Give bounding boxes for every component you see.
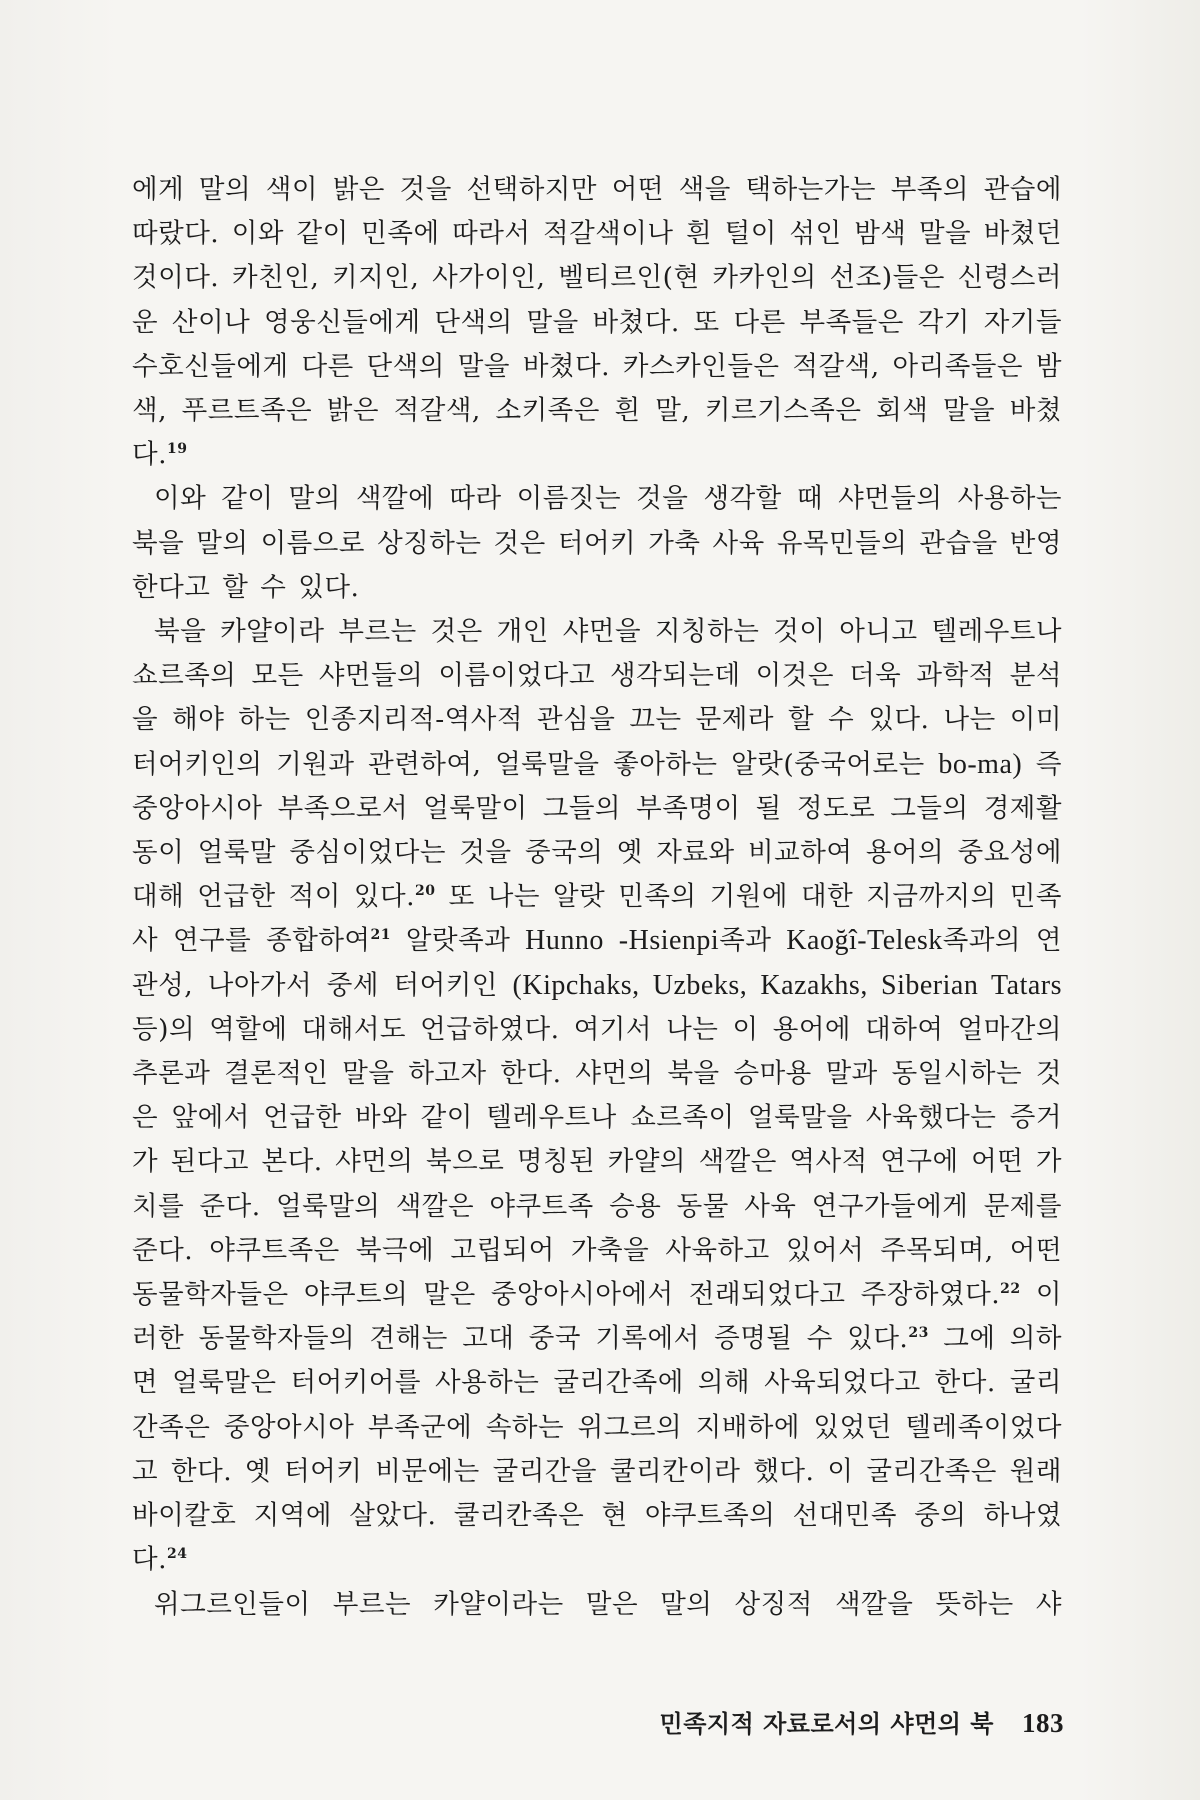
footnote-ref: 21: [370, 927, 392, 944]
latin-term: -Hsienpi: [618, 925, 720, 957]
footnote-ref: 23: [908, 1325, 929, 1342]
latin-term: bo-ma): [938, 748, 1023, 780]
paragraph-text: 등)의 역할에 대해서도 언급하였다. 여기서 나는 이 용어에 대하여 얼마간의 추론과 결론적인 말을 하고자 한다. 샤먼의 북을 승마용 말과 동일시하는 것은 앞에서 언급한 바와 같이 텔레우트나 쇼르족이 얼룩말을 사육했다는 증거가 된다고 본다. 샤먼의 북으로 명칭된 카얄의 색깔은 역사적 연구에 어떤 가치를 준다. 얼룩말의 색깔은 야쿠트족 승용 동물 사육 연구가들에게 문제를 준다. 야쿠트족은 북극에 고립되어 가축을 사육하고 있어서 주목되며, 어떤 동물학자들은 야쿠트의 말은 중앙아시아에서 전래되었다고 주장하였다.: [132, 1013, 1062, 1311]
paragraph-text: 북을 카얄이라 부르는 것은 개인 샤먼을 지칭하는 것이 아니고 텔레우트나 쇼르족의 모든 샤먼들의 이름이었다고 생각되는데 이것은 더욱 과학적 분석을 해야 하는 인종지리적-역사적 관심을 끄는 문제라 할 수 있다. 나는 이미 터어키인의 기원과 관련하여, 얼룩말을 좋아하는 알랏(중국어로는: [132, 616, 1062, 780]
footnote-ref: 19: [167, 441, 188, 458]
page-number: 183: [1022, 1708, 1064, 1738]
page-footer: [660, 1704, 1064, 1739]
paragraph-4: [132, 1583, 1062, 1627]
latin-term: Hunno: [525, 925, 604, 957]
latin-term: (Kipchaks, Uzbeks, Kazakhs, Siberian Tatars: [512, 969, 1062, 1001]
paragraph-text: 위그르인들이 부르는 카얄이라는 말은 말의 상징적 색깔을 뜻하는 샤: [154, 1588, 1062, 1620]
footnote-ref: 20: [415, 883, 436, 900]
latin-term: Kaoğî-Telesk: [786, 925, 943, 957]
paragraph-2: [132, 477, 1062, 610]
running-title: 민족지적 자료로서의 샤먼의 북: [659, 1709, 994, 1738]
footnote-ref: 22: [1000, 1281, 1021, 1298]
paragraph-text: 즉 중앙아시아 부족으로서 얼룩말이 그들의 부족명이 될 정도로 그들의 경제활동이 얼룩말 중심이었다는 것을 중국의 옛 자료와 비교하여 용어의 중요성에 대해 언급한 적이 있다.: [132, 748, 1062, 913]
paragraph-text: 이와 같이 말의 색깔에 따라 이름짓는 것을 생각할 때 샤먼들의 사용하는 북을 말의 이름으로 상징하는 것은 터어키 가축 사육 유목민들의 관습을 반영한다고 할 수 있다.: [132, 483, 1062, 603]
paragraph-text: 에게 말의 색이 밝은 것을 선택하지만 어떤 색을 택하는가는 부족의 관습에 따랐다. 이와 같이 민족에 따라서 적갈색이나 흰 털이 섞인 밤색 말을 바쳤던 것이다. 카친인, 키지인, 사가이인, 벨티르인(현 카카인의 선조)들은 신령스러운 산이나 영웅신들에게 단색의 말을 바쳤다. 또 다른 부족들은 각기 자기들 수호신들에게 다른 단색의 말을 바쳤다. 카스카인들은 적갈색, 아리족들은 밤색, 푸르트족은 밝은 적갈색, 소키족은 흰 말, 키르기스족은 회색 말을 바쳤다.: [132, 174, 1062, 471]
paragraph-text: 알랏족과: [405, 925, 511, 957]
body-text: [132, 168, 1062, 1627]
paragraph-text: 또 나는 알랏 민족의 기원에 대한 지금까지의 민족사 연구를 종합하여: [132, 881, 1062, 957]
paragraph-text: 이러한 동물학자들의 견해는 고대 중국 기록에서 증명될 수 있다.: [132, 1279, 1062, 1355]
paragraph-1: [132, 168, 1062, 477]
paragraph-3: [132, 610, 1062, 1582]
paragraph-text: 족과: [719, 925, 772, 957]
footnote-ref: 24: [167, 1546, 188, 1563]
paragraph-text: 족과의 연관성, 나아가서 중세 터어키인: [132, 925, 1062, 1001]
paragraph-text: 그에 의하면 얼룩말은 터어키어를 사용하는 굴리간족에 의해 사육되었다고 한다. 굴리간족은 중앙아시아 부족군에 속하는 위그르의 지배하에 있었던 텔레족이었다고 한다. 옛 터어키 비문에는 굴리간을 쿨리칸이라 했다. 이 굴리간족은 원래 바이칼호 지역에 살았다. 쿨리칸족은 현 야쿠트족의 선대민족 중의 하나였다.: [132, 1323, 1062, 1576]
